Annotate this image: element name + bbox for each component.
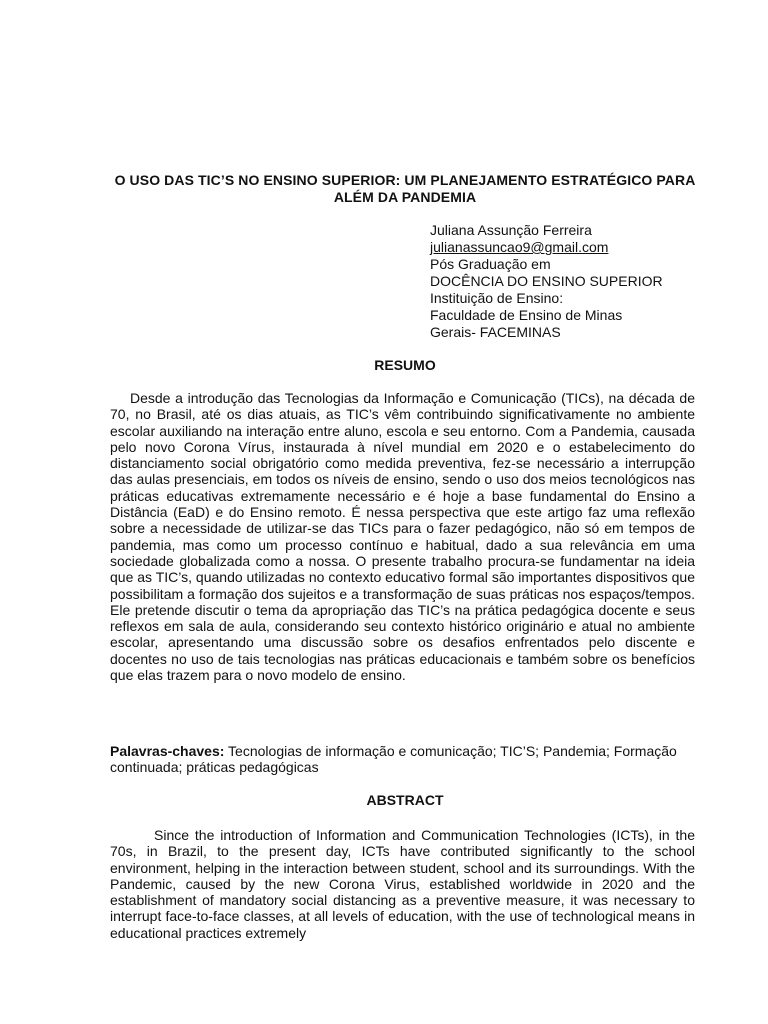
author-name: Juliana Assunção Ferreira — [430, 222, 592, 238]
abstract-paragraph: Since the introduction of Information and Communication Technologies (ICTs), in the 70s, in Brazil, to the present day, ICTs have contributed significantly to the school environment, helping in the interaction between student, school and its surroundings. With the Pandemic, caused by the new Corona Virus, established worldwide in 2020 and the establishment of mandatory social distancing as a preventive measure, it was necessary to interrupt face-to-face classes, at all levels of education, with the use of technological means in educational practices extremely — [110, 827, 695, 941]
author-institution-line-1: Faculdade de Ensino de Minas — [430, 307, 623, 323]
paper-title: O USO DAS TIC’S NO ENSINO SUPERIOR: UM PLANEJAMENTO ESTRATÉGICO PARA ALÉM DA PANDEMIA — [114, 172, 696, 205]
resumo-paragraph: Desde a introdução das Tecnologias da Informação e Comunicação (TICs), na década de 70, no Brasil, até os dias atuais, as TIC’s vêm contribuindo significativamente no ambiente escolar auxiliando na interação entre aluno, escola e seu entorno. Com a Pandemia, causada pelo novo Corona Vírus, instaurada à nível mundial em 2020 e o estabelecimento do distanciamento social obrigatório como medida preventiva, fez-se necessário a interrupção das aulas presenciais, em todos os níveis de ensino, sendo o uso dos meios tecnológicos nas práticas educativas extremamente necessário e é hoje a base fundamental do Ensino a Distância (EaD) e do Ensino remoto. É nessa perspectiva que este artigo faz uma reflexão sobre a necessidade de utilizar-se das TICs para o fazer pedagógico, não só em tempos de pandemia, mas como um processo contínuo e habitual, dado a sua relevância em uma sociedade globalizada como a nossa. O presente trabalho procura-se fundamentar na ideia que as TIC’s, quando utilizadas no contexto educativo formal são importantes dispositivos que possibilitam a formação dos sujeitos e a transformação de suas práticas nos espaços/tempos. Ele pretende discutir o tema da apropriação das TIC’s na prática pedagógica docente e seus reflexos em sala de aula, considerando seu contexto histórico originário e atual no ambiente escolar, apresentando uma discussão sobre os desafios enfrentados pelo discente e docentes no uso de tais tecnologias nas práticas educacionais e também sobre os benefícios que elas trazem para o novo modelo de ensino. — [110, 390, 695, 684]
resumo-heading: RESUMO — [374, 357, 436, 373]
keywords-paragraph — [110, 743, 695, 776]
abstract-heading: ABSTRACT — [366, 792, 444, 808]
author-block — [430, 222, 750, 341]
author-email-link[interactable]: julianassuncao9@gmail.com — [430, 239, 609, 255]
author-program-line-2: DOCÊNCIA DO ENSINO SUPERIOR — [430, 273, 663, 289]
keywords-text: Tecnologias de informação e comunicação; TIC’S; Pandemia; Formação continuada; práticas pedagógicas — [110, 743, 677, 776]
author-program-line-1: Pós Graduação em — [430, 256, 551, 272]
keywords-label: Palavras-chaves: — [110, 743, 225, 759]
author-institution-line-2: Gerais- FACEMINAS — [430, 324, 561, 340]
author-institution-label: Instituição de Ensino: — [430, 290, 564, 306]
